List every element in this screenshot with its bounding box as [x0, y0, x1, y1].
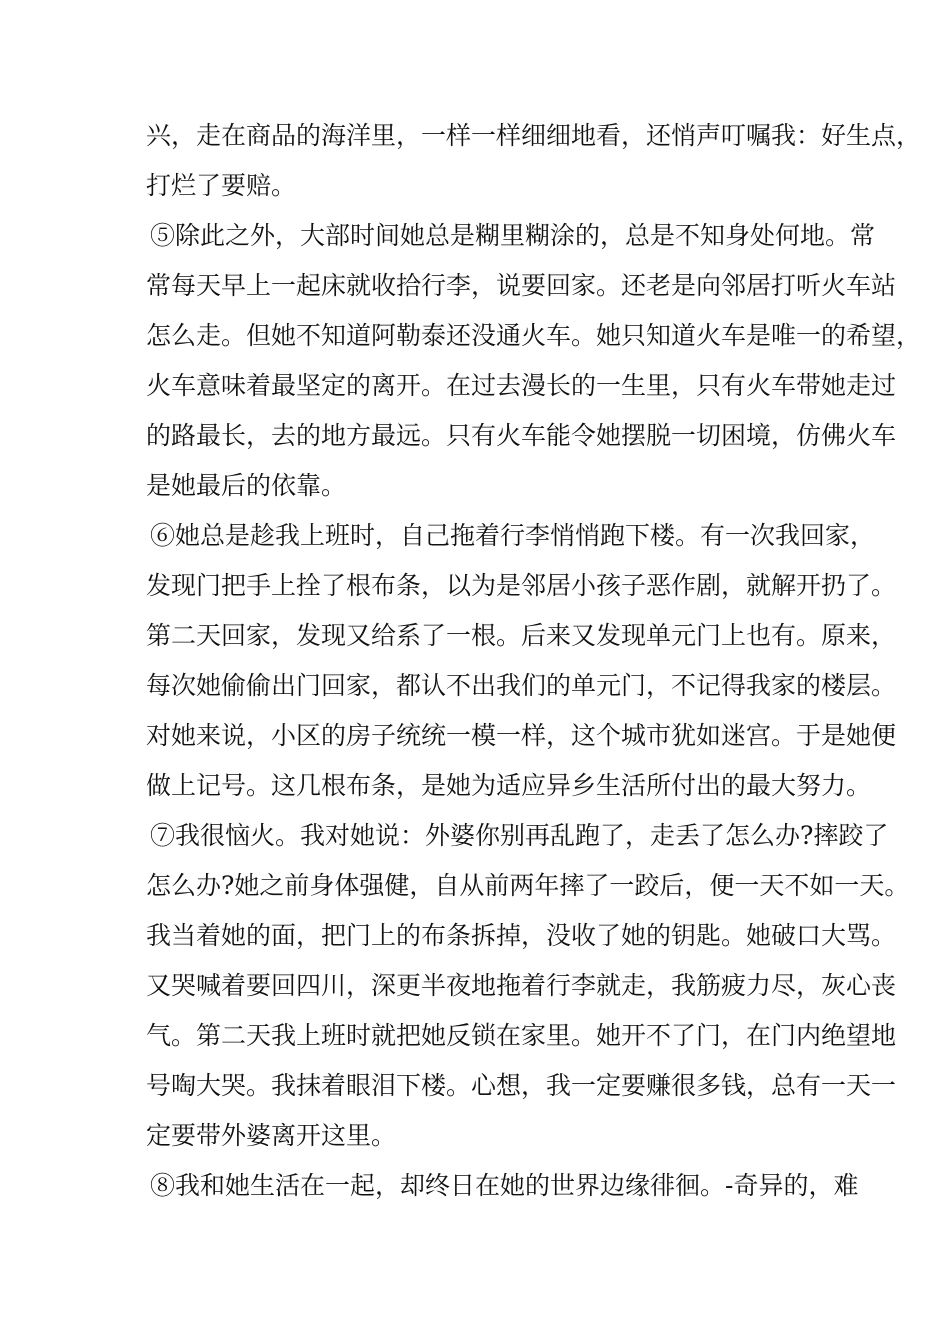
text-line: 的路最长，去的地方最远。只有火车能令她摆脱一切困境，仿佛火车: [146, 421, 897, 450]
text-line: ⑦我很恼火。我对她说：外婆你别再乱跑了，走丢了怎么办?摔跤了: [150, 821, 889, 850]
text-line: 常每天早上一起床就收拾行李，说要回家。还老是向邻居打听火车站: [146, 271, 897, 300]
text-line: 每次她偷偷出门回家，都认不出我们的单元门，不记得我家的楼层。: [146, 671, 897, 700]
text-line: 第二天回家，发现又给系了一根。后来又发现单元门上也有。原来，: [146, 621, 897, 650]
text-line: 号啕大哭。我抹着眼泪下楼。心想，我一定要赚很多钱，总有一天一: [146, 1071, 897, 1100]
text-line: 我当着她的面，把门上的布条拆掉，没收了她的钥匙。她破口大骂。: [146, 921, 897, 950]
text-line: 对她来说，小区的房子统统一模一样，这个城市犹如迷宫。于是她便: [146, 721, 897, 750]
text-line: 怎么走。但她不知道阿勒泰还没通火车。她只知道火车是唯一的希望，: [146, 321, 922, 350]
text-line: 兴，走在商品的海洋里，一样一样细细地看，还悄声叮嘱我：好生点，: [146, 121, 922, 150]
text-line: 发现门把手上拴了根布条，以为是邻居小孩子恶作剧，就解开扔了。: [146, 571, 897, 600]
text-line: 打烂了要赔。: [146, 171, 297, 200]
text-line: 气。第二天我上班时就把她反锁在家里。她开不了门，在门内绝望地: [146, 1021, 897, 1050]
text-line: ⑥她总是趁我上班时，自己拖着行李悄悄跑下楼。有一次我回家，: [150, 521, 876, 550]
text-line: ⑧我和她生活在一起，却终日在她的世界边缘徘徊。-奇异的，难: [150, 1171, 859, 1200]
text-line: 怎么办?她之前身体强健，自从前两年摔了一跤后，便一天不如一天。: [146, 871, 910, 900]
text-line: 火车意味着最坚定的离开。在过去漫长的一生里，只有火车带她走过: [146, 371, 897, 400]
text-line: 做上记号。这几根布条，是她为适应异乡生活所付出的最大努力。: [146, 771, 872, 800]
text-line: 又哭喊着要回四川，深更半夜地拖着行李就走，我筋疲力尽，灰心丧: [146, 971, 897, 1000]
text-line: ⑤除此之外，大部时间她总是糊里糊涂的，总是不知身处何地。常: [150, 221, 876, 250]
text-line: 定要带外婆离开这里。: [146, 1121, 397, 1150]
text-line: 是她最后的依靠。: [146, 471, 347, 500]
